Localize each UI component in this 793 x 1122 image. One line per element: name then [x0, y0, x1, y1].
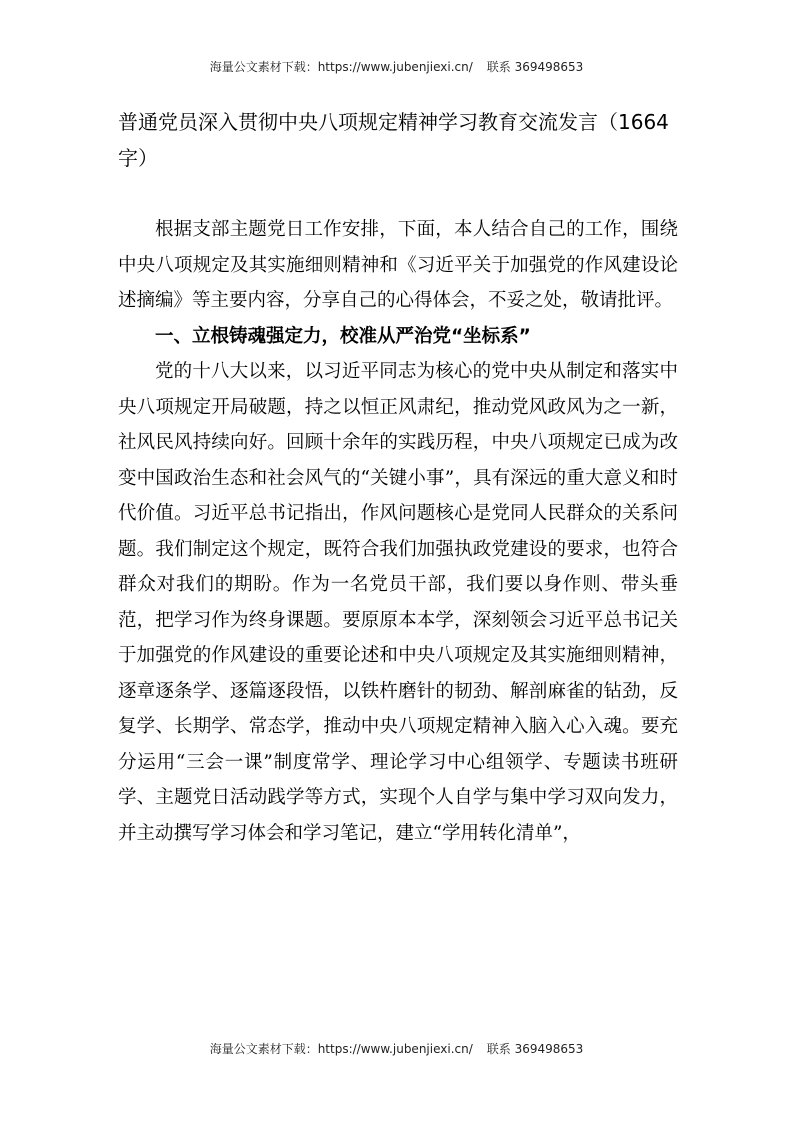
header-site-text: 海量公文素材下载：https://www.jubenjiexi.cn/ [209, 60, 473, 74]
paragraph-intro: 根据支部主题党日工作安排，下面，本人结合自己的工作，围绕中央八项规定及其实施细则精神和《习近平关于加强党的作风建设论述摘编》等主要内容，分享自己的心得体会，不妥之处，敬请批评。 [118, 219, 678, 311]
paragraph-section-1: 党的十八大以来，以习近平同志为核心的党中央从制定和落实中央八项规定开局破题，持之以恒正风肃纪，推动党风政风为之一新，社风民风持续向好。回顾十余年的实践历程，中央八项规定已成为改变中国政治生态和社会风气的“关键小事”，具有深远的重大意义和时代价值。习近平总书记指出，作风问题核心是党同人民群众的关系问题。我们制定这个规定，既符合我们加强执政党建设的要求，也符合群众对我们的期盼。作为一名党员干部，我们要以身作则、带头垂范，把学习作为终身课题。要原原本本学，深刻领会习近平总书记关于加强党的作风建设的重要论述和中央八项规定及其实施细则精神，逐章逐条学、逐篇逐段悟，以铁杵磨针的韧劲、解剖麻雀的钻劲，反复学、长期学、常态学，推动中央八项规定精神入脑入心入魂。要充分运用“三会一课”制度常学、理论学习中心组领学、专题读书班研学、主题党日活动践学等方式，实现个人自学与集中学习双向发力，并主动撰写学习体会和学习笔记，建立“学用转化清单”， [118, 361, 678, 844]
page-header [0, 58, 793, 75]
section-heading-1: 一、立根铸魂强定力，校准从严治党“坐标系” [155, 325, 531, 347]
page-footer [0, 1040, 793, 1057]
footer-contact-text: 联系 369498653 [486, 1042, 584, 1056]
document-title: 普通党员深入贯彻中央八项规定精神学习教育交流发言（1664 字） [118, 110, 669, 170]
footer-site-text: 海量公文素材下载：https://www.jubenjiexi.cn/ [209, 1042, 473, 1056]
header-contact-text: 联系 369498653 [486, 60, 584, 74]
document-body [118, 212, 678, 851]
